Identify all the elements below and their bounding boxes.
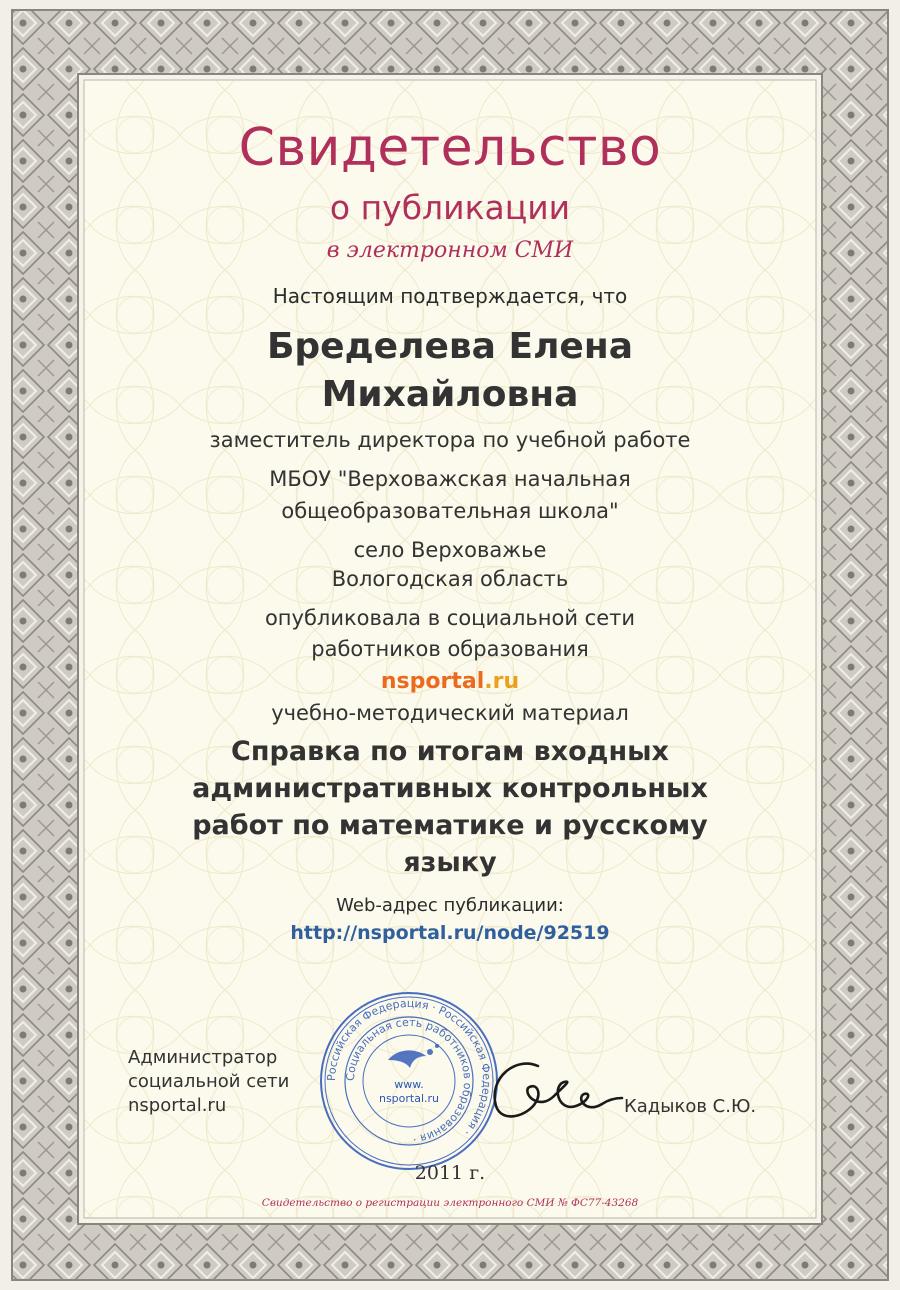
administrator-block bbox=[128, 1046, 289, 1118]
web-address-label: Web-адрес публикации: bbox=[336, 895, 564, 916]
recipient-name-line1: Бределева Елена bbox=[266, 326, 634, 367]
certificate-year: 2011 г. bbox=[414, 1162, 486, 1184]
seal-inner-ring-text: Социальная сеть работников образования · bbox=[343, 1015, 475, 1146]
published-line1: опубликовала в социальной сети bbox=[264, 606, 636, 630]
work-title-line2: административных контрольных bbox=[192, 773, 708, 804]
school-line1: МБОУ "Верховажская начальная bbox=[269, 467, 631, 491]
seal-outer-ring-text: Российская Федерация · Российская Федерация · bbox=[324, 996, 494, 1139]
admin-line3: nsportal.ru bbox=[128, 1095, 227, 1116]
seal-center-line1: www. bbox=[394, 1078, 424, 1091]
admin-line2: социальной сети bbox=[128, 1071, 290, 1092]
work-title-line3: работ по математике и русскому bbox=[192, 810, 708, 841]
recipient-name-line2: Михайловна bbox=[321, 374, 579, 415]
certificate-title: Свидетельство bbox=[238, 118, 662, 178]
work-title-line1: Справка по итогам входных bbox=[231, 736, 669, 767]
work-title-line4: языку bbox=[403, 847, 497, 878]
certificate-subtitle-italic: в электронном СМИ bbox=[326, 238, 574, 263]
admin-line1: Администратор bbox=[128, 1047, 278, 1068]
portal-name-domain: .ru bbox=[484, 669, 520, 694]
official-seal bbox=[318, 990, 500, 1172]
published-line2: работников образования bbox=[311, 637, 589, 661]
confirm-text: Настоящим подтверждается, что bbox=[272, 284, 628, 308]
web-address-link[interactable]: http://nsportal.ru/node/92519 bbox=[290, 922, 610, 944]
signer-name: Кадыков С.Ю. bbox=[624, 1096, 757, 1117]
portal-name-main: nsportal bbox=[380, 669, 485, 694]
registration-note: Свидетельство о регистрации электронного СМИ № ФС77-43268 bbox=[261, 1197, 639, 1209]
recipient-position: заместитель директора по учебной работе bbox=[209, 428, 691, 452]
seal-center-line2: nsportal.ru bbox=[378, 1092, 440, 1105]
signature-icon bbox=[480, 1052, 630, 1132]
seal-bird-icon bbox=[388, 1050, 426, 1068]
material-type: учебно-методический материал bbox=[271, 701, 629, 725]
portal-name bbox=[0, 669, 900, 694]
region: Вологодская область bbox=[331, 567, 569, 591]
school-line2: общеобразовательная школа" bbox=[281, 499, 619, 523]
village: село Верховажье bbox=[353, 538, 547, 562]
certificate-subtitle: о публикации bbox=[329, 188, 571, 227]
